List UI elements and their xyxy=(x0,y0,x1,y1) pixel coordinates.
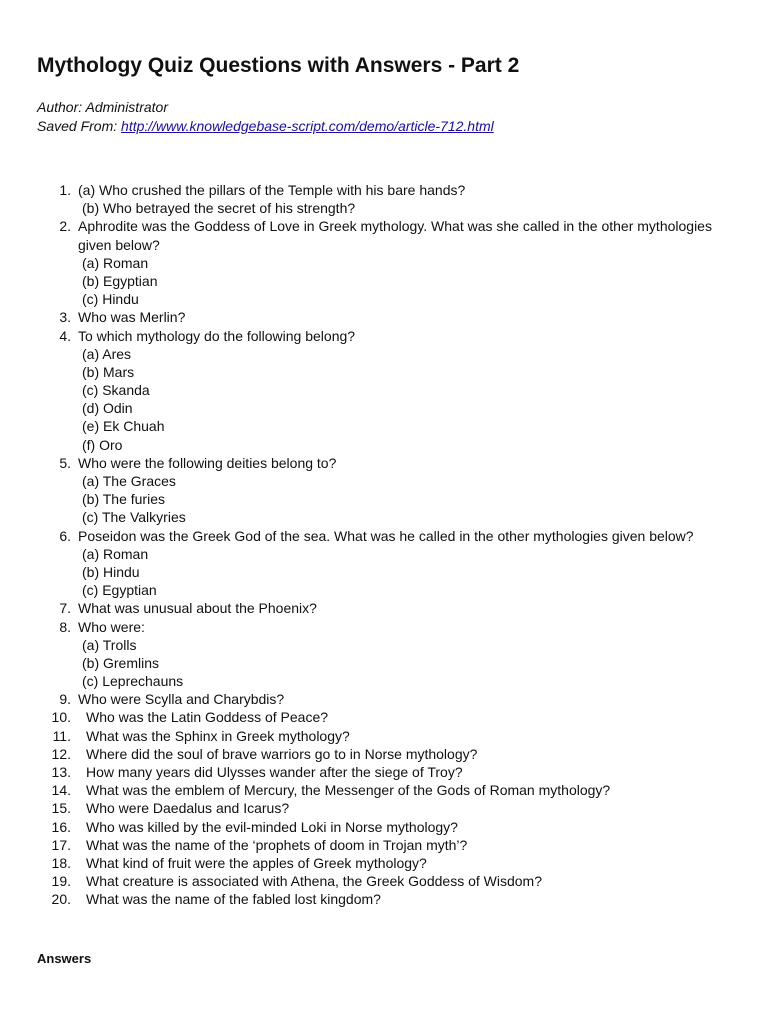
sub-item-text: (d) Odin xyxy=(82,400,133,417)
question-number: 18. xyxy=(51,854,71,871)
sub-item-text: (a) Roman xyxy=(82,545,149,562)
sub-item-text: (e) Ek Chuah xyxy=(82,418,165,435)
sub-item-text: (c) Egyptian xyxy=(82,582,157,599)
question-number: 3. xyxy=(59,309,71,326)
question-sub-item xyxy=(0,272,768,290)
question-sub-item xyxy=(0,290,768,308)
question-text: What was unusual about the Phoenix? xyxy=(78,600,317,617)
question-text: (a) Who crushed the pillars of the Temple with his bare hands? xyxy=(78,182,466,198)
saved-from-label: Saved From: xyxy=(37,118,118,134)
question-text: What creature is associated with Athena, the Greek Goddess of Wisdom? xyxy=(86,873,542,890)
sub-item-text: (a) Ares xyxy=(82,345,132,362)
question-text-continued: given below? xyxy=(78,236,160,253)
question-text: Where did the soul of brave warriors go to in Norse mythology? xyxy=(86,745,478,762)
question-item xyxy=(0,708,768,726)
question-number: 2. xyxy=(59,218,71,235)
question-text: Who were Daedalus and Icarus? xyxy=(86,800,290,817)
question-number: 15. xyxy=(51,800,71,817)
question-item xyxy=(0,727,768,745)
question-number: 14. xyxy=(51,782,71,799)
question-sub-item xyxy=(0,417,768,435)
question-text: To which mythology do the following belong? xyxy=(78,327,356,344)
question-item xyxy=(0,217,768,235)
question-item xyxy=(0,890,768,908)
question-item xyxy=(0,872,768,890)
question-item xyxy=(0,527,768,545)
question-item xyxy=(0,763,768,781)
question-text: What was the emblem of Mercury, the Messenger of the Gods of Roman mythology? xyxy=(86,782,611,799)
question-number: 17. xyxy=(51,836,71,853)
question-list xyxy=(0,181,768,909)
question-text: What was the name of the fabled lost kingdom? xyxy=(86,891,381,908)
question-sub-item xyxy=(0,636,768,654)
question-number: 19. xyxy=(51,873,71,890)
question-number: 6. xyxy=(59,527,71,544)
question-text: Poseidon was the Greek God of the sea. What was he called in the other mythologies given below? xyxy=(78,527,694,544)
question-sub-item xyxy=(0,672,768,690)
sub-item-text: (a) Trolls xyxy=(82,636,137,653)
question-number: 10. xyxy=(51,709,71,726)
sub-item-text: (b) Mars xyxy=(82,363,135,380)
question-sub-item xyxy=(0,199,768,217)
question-item xyxy=(0,781,768,799)
question-number: 8. xyxy=(59,618,71,635)
answers-heading: Answers xyxy=(37,951,92,966)
question-text: How many years did Ulysses wander after the siege of Troy? xyxy=(86,764,463,780)
question-continuation-line xyxy=(0,236,768,254)
question-item xyxy=(0,818,768,836)
question-item xyxy=(0,618,768,636)
question-item xyxy=(0,181,768,199)
question-text: Who was Merlin? xyxy=(78,309,186,326)
sub-item-text: (c) Skanda xyxy=(82,382,150,399)
question-sub-item xyxy=(0,254,768,272)
question-item xyxy=(0,799,768,817)
sub-item-text: (f) Oro xyxy=(82,436,123,453)
saved-from-link[interactable]: http://www.knowledgebase-script.com/demo/article-712.html xyxy=(121,118,494,134)
question-number: 5. xyxy=(59,454,71,471)
question-sub-item xyxy=(0,563,768,581)
question-text: Who were Scylla and Charybdis? xyxy=(78,691,285,708)
question-item xyxy=(0,599,768,617)
question-number: 13. xyxy=(51,764,71,780)
question-number: 20. xyxy=(51,891,71,908)
sub-item-text: (c) Leprechauns xyxy=(82,673,184,690)
question-sub-item xyxy=(0,381,768,399)
saved-from-line xyxy=(37,118,494,134)
question-item xyxy=(0,454,768,472)
question-item xyxy=(0,327,768,345)
sub-item-text: (b) Gremlins xyxy=(82,654,160,671)
question-sub-item xyxy=(0,399,768,417)
page-title: Mythology Quiz Questions with Answers - Part 2 xyxy=(37,54,520,77)
author-line: Author: Administrator xyxy=(37,99,168,115)
question-text: Who were the following deities belong to? xyxy=(78,454,337,471)
question-number: 16. xyxy=(51,818,71,835)
question-item xyxy=(0,690,768,708)
question-number: 12. xyxy=(51,745,71,762)
question-item xyxy=(0,854,768,872)
question-item xyxy=(0,308,768,326)
question-sub-item xyxy=(0,345,768,363)
question-text: Who were: xyxy=(78,618,145,635)
question-sub-item xyxy=(0,436,768,454)
question-text: What was the name of the ‘prophets of doom in Trojan myth’? xyxy=(86,836,468,853)
question-number: 7. xyxy=(59,600,71,617)
question-number: 1. xyxy=(59,182,71,198)
sub-item-text: (b) Egyptian xyxy=(82,272,158,289)
question-text: What was the Sphinx in Greek mythology? xyxy=(86,727,350,744)
question-number: 4. xyxy=(59,327,71,344)
sub-item-text: (b) The furies xyxy=(82,491,165,508)
question-sub-item xyxy=(0,545,768,563)
sub-item-text: (b) Who betrayed the secret of his strength? xyxy=(82,200,356,217)
question-text: Who was killed by the evil-minded Loki in Norse mythology? xyxy=(86,818,458,835)
sub-item-text: (a) Roman xyxy=(82,254,149,271)
question-sub-item xyxy=(0,581,768,599)
question-sub-item xyxy=(0,508,768,526)
sub-item-text: (c) Hindu xyxy=(82,291,139,308)
question-number: 9. xyxy=(59,691,71,708)
question-text: Who was the Latin Goddess of Peace? xyxy=(86,709,329,726)
sub-item-text: (a) The Graces xyxy=(82,473,176,489)
question-sub-item xyxy=(0,472,768,490)
question-item xyxy=(0,745,768,763)
question-sub-item xyxy=(0,654,768,672)
question-text: What kind of fruit were the apples of Greek mythology? xyxy=(86,854,427,871)
question-text: Aphrodite was the Goddess of Love in Greek mythology. What was she called in the other mythologies xyxy=(78,218,712,235)
sub-item-text: (c) The Valkyries xyxy=(82,509,186,526)
question-sub-item xyxy=(0,490,768,508)
question-item xyxy=(0,836,768,854)
question-sub-item xyxy=(0,363,768,381)
question-number: 11. xyxy=(52,727,71,744)
sub-item-text: (b) Hindu xyxy=(82,563,140,580)
